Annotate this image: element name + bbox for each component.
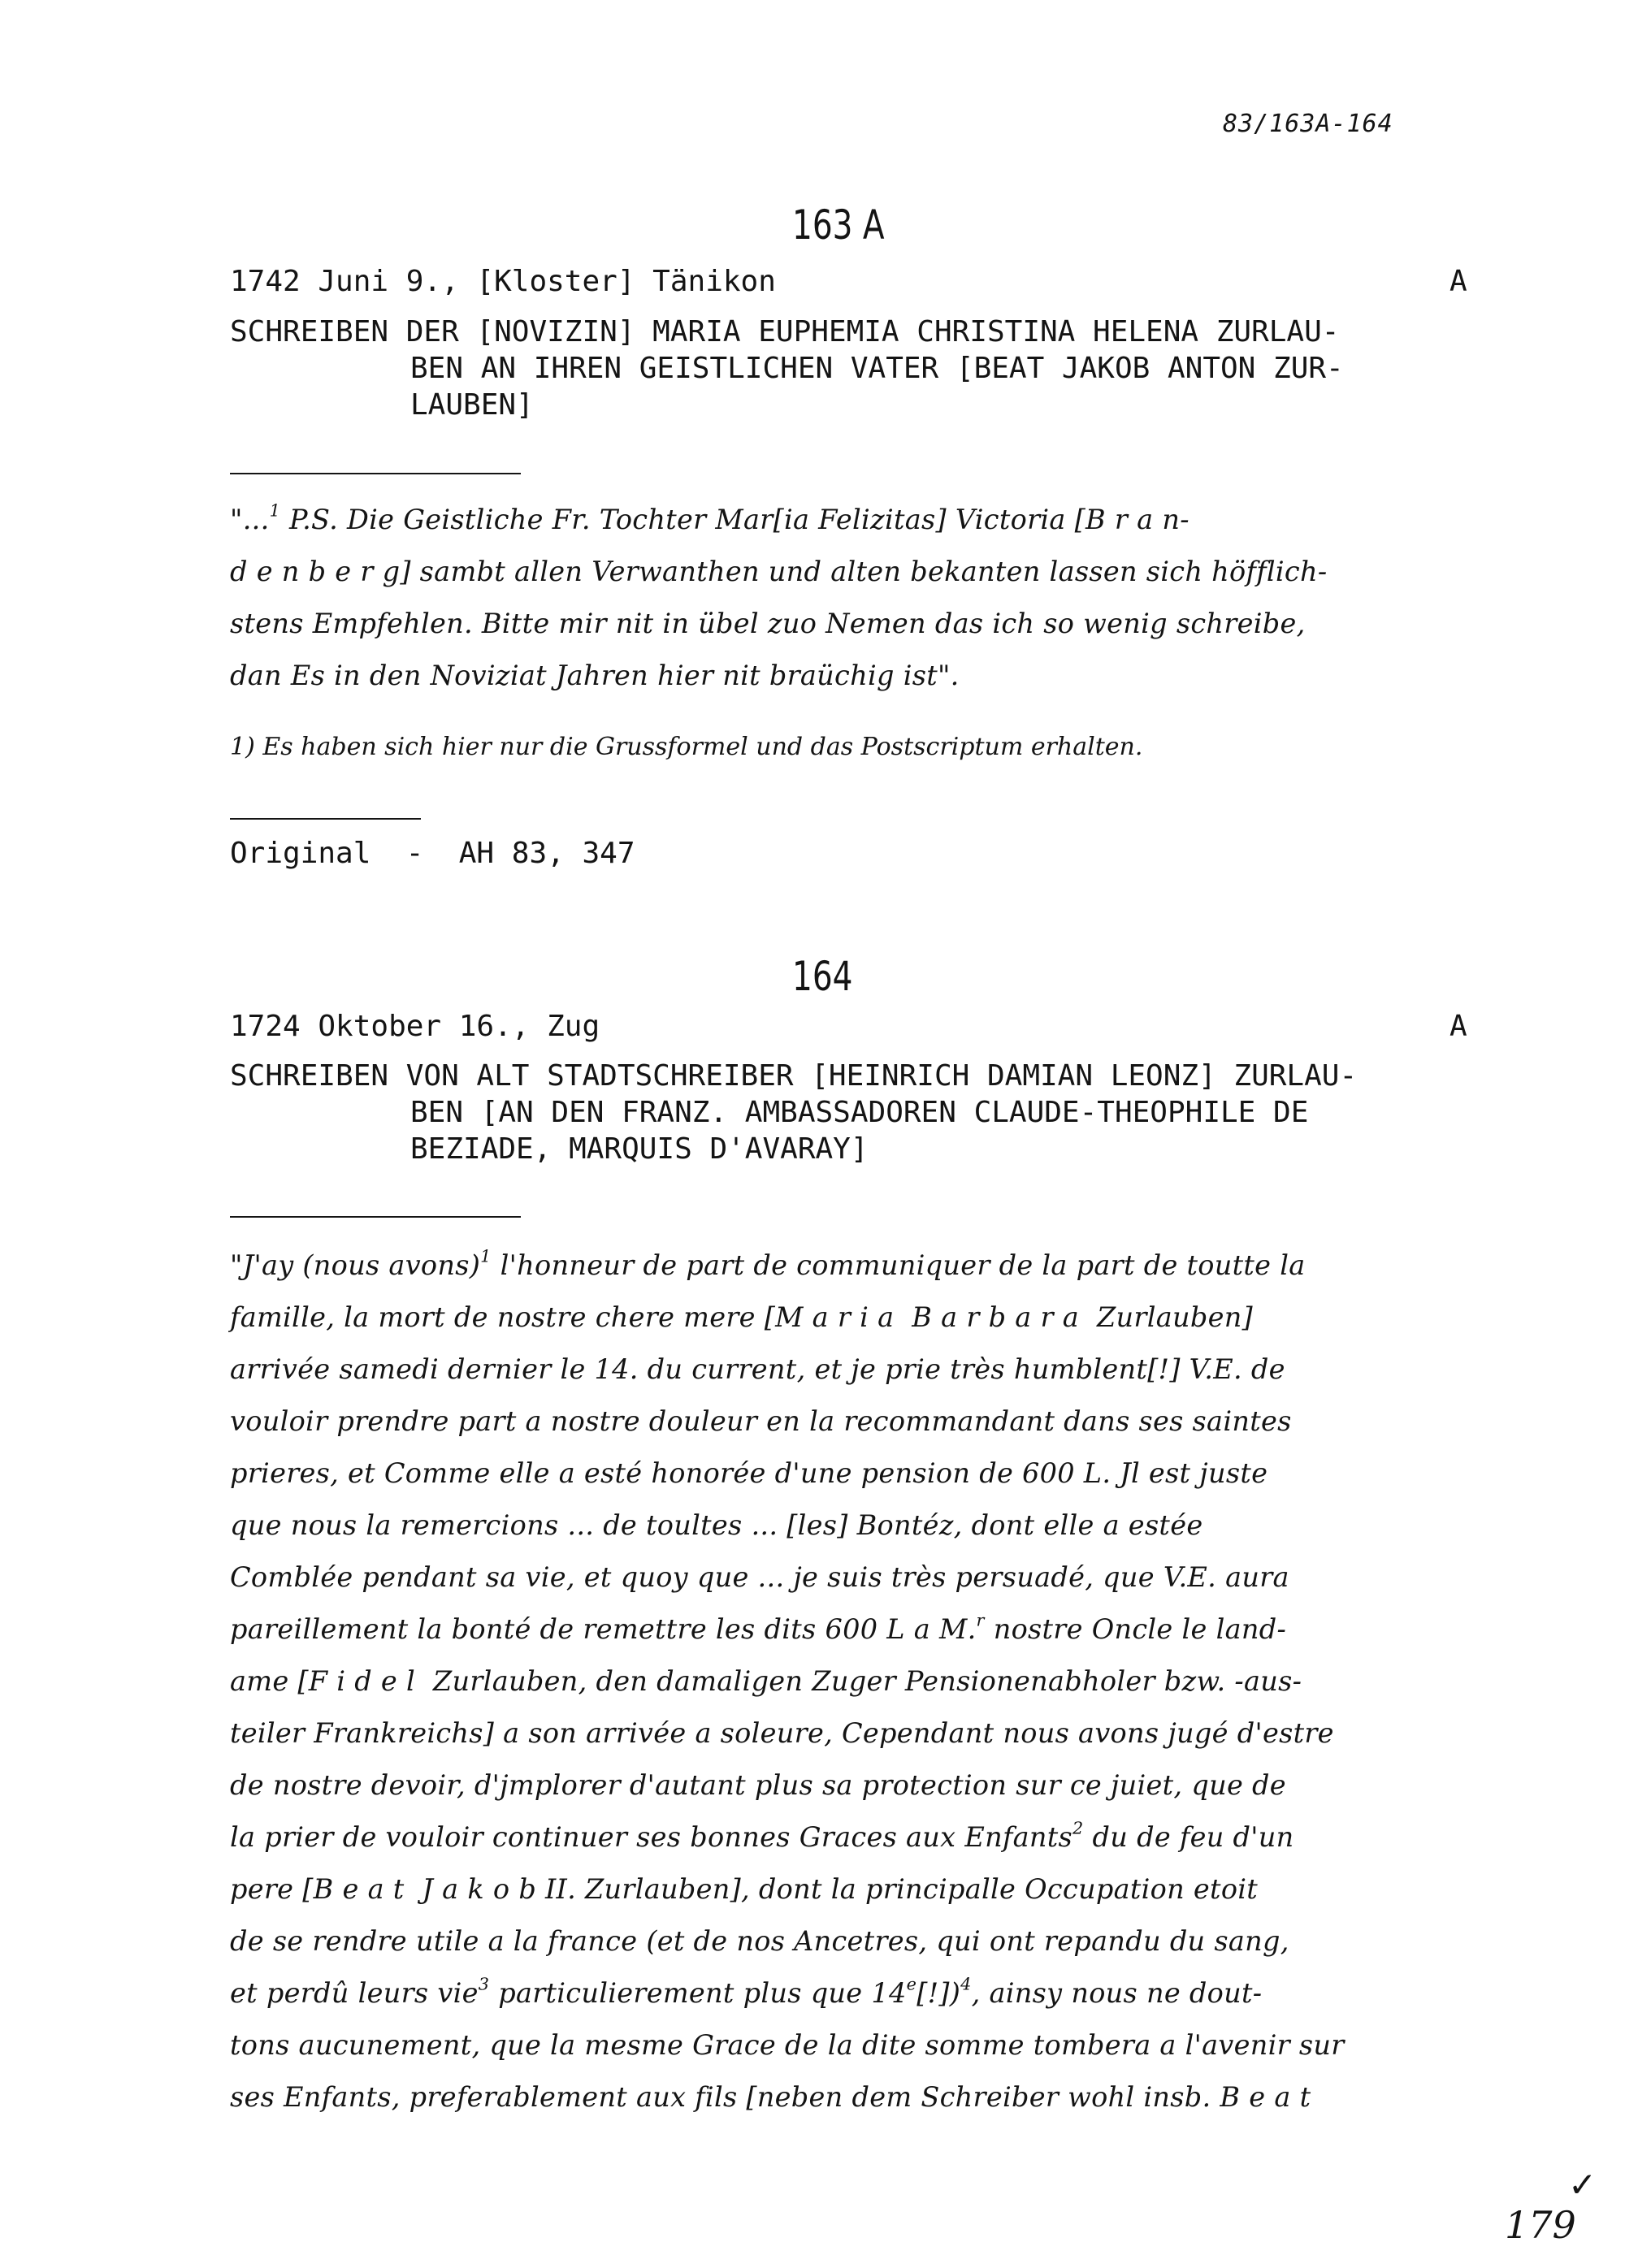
doc-163a-category: A xyxy=(1450,265,1467,298)
footnote-marker-1: 1 xyxy=(480,1246,492,1266)
doc-164-quote-line-3: arrivée samedi dernier le 14. du current, et je prie très humblent[!] V.E. de xyxy=(230,1353,1285,1385)
footnote-marker-1: 1 xyxy=(269,500,281,521)
quote-text: l'honneur de part de communiquer de la part de toutte la xyxy=(491,1249,1306,1281)
doc-163a-quote-line-3: stens Empfehlen. Bitte mir nit in übel zuo Nemen das ich so wenig schreibe, xyxy=(230,608,1306,639)
quote-text: et perdû leurs vie xyxy=(230,1977,479,2009)
doc-163a-footnote: 1) Es haben sich hier nur die Grussformel und das Postscriptum erhalten. xyxy=(230,733,1143,761)
quote-text: [!]) xyxy=(916,1977,961,2009)
quote-text: P.S. Die Geistliche Fr. Tochter Mar[ia Felizitas] Victoria [B r a n- xyxy=(280,504,1190,535)
quote-text: du de feu d'un xyxy=(1083,1821,1294,1853)
doc-164-quote-line-7: Comblée pendant sa vie, et quoy que ... je suis très persuadé, que V.E. aura xyxy=(230,1561,1289,1593)
doc-164-quote-line-13: pere [B e a t J a k o b II. Zurlauben], dont la principalle Occupation etoit xyxy=(230,1873,1259,1905)
doc-164-quote-line-15 xyxy=(230,1974,1263,2009)
doc-163a-quote-line-2: d e n b e r g] sambt allen Verwanthen und alten bekanten lassen sich höfflich- xyxy=(230,556,1328,587)
quote-text: , ainsy nous ne dout- xyxy=(971,1977,1263,2009)
doc-163a-source-separator xyxy=(230,818,421,820)
quote-text: la prier de vouloir continuer ses bonnes Graces aux Enfants xyxy=(230,1821,1073,1853)
quote-open: "... xyxy=(230,504,270,535)
doc-163a-quote-line-4: dan Es in den Noviziat Jahren hier nit braüchig ist". xyxy=(230,660,960,691)
doc-164-quote-line-4: vouloir prendre part a nostre douleur en la recommandant dans ses saintes xyxy=(230,1405,1292,1437)
footnote-marker-2: 2 xyxy=(1072,1818,1084,1838)
doc-163a-source: Original - AH 83, 347 xyxy=(230,837,635,870)
doc-163a-quote-line-1 xyxy=(230,500,1190,535)
doc-164-quote-line-10: teiler Frankreichs] a son arrivée a soleure, Cependant nous avons jugé d'estre xyxy=(230,1717,1334,1749)
doc-164-quote-line-1 xyxy=(230,1246,1306,1281)
doc-164-title-line-2: BEN [AN DEN FRANZ. AMBASSADOREN CLAUDE-THEOPHILE DE xyxy=(410,1096,1309,1129)
doc-164-quote-line-17: ses Enfants, preferablement aux fils [neben dem Schreiber wohl insb. B e a t xyxy=(230,2081,1311,2113)
doc-163a-title-line-1: SCHREIBEN DER [NOVIZIN] MARIA EUPHEMIA CHRISTINA HELENA ZURLAU- xyxy=(230,315,1340,348)
doc-164-separator xyxy=(230,1216,521,1218)
doc-164-quote-line-14: de se rendre utile a la france (et de nos Ancetres, qui ont repandu du sang, xyxy=(230,1925,1289,1957)
page-reference: 83/163A-164 xyxy=(1223,110,1393,138)
doc-163a-number: 163 A xyxy=(792,201,885,249)
doc-163a-date-place: 1742 Juni 9., [Kloster] Tänikon xyxy=(230,265,776,298)
handwritten-check-mark: ✓ xyxy=(1568,2165,1597,2205)
doc-164-title-line-1: SCHREIBEN VON ALT STADTSCHREIBER [HEINRICH DAMIAN LEONZ] ZURLAU- xyxy=(230,1059,1358,1093)
footnote-marker-3: 3 xyxy=(478,1974,490,1994)
footnote-marker-4: 4 xyxy=(960,1974,972,1994)
quote-text: nostre Oncle le land- xyxy=(984,1613,1287,1645)
doc-164-number: 164 xyxy=(792,953,853,1000)
superscript-r: r xyxy=(976,1610,985,1630)
handwritten-folio-number: 179 xyxy=(1505,2203,1576,2247)
doc-163a-separator xyxy=(230,473,521,474)
doc-163a-title-line-2: BEN AN IHREN GEISTLICHEN VATER [BEAT JAKOB ANTON ZUR- xyxy=(410,352,1344,385)
doc-164-quote-line-12 xyxy=(230,1818,1294,1853)
quote-text: particulierement plus que 14 xyxy=(489,1977,907,2009)
doc-164-quote-line-5: prieres, et Comme elle a esté honorée d'une pension de 600 L. Jl est juste xyxy=(230,1457,1268,1489)
quote-open: "J'ay (nous avons) xyxy=(230,1249,481,1281)
doc-163a-title-line-3: LAUBEN] xyxy=(410,388,534,422)
doc-164-category: A xyxy=(1450,1010,1467,1043)
superscript-e: e xyxy=(906,1974,917,1994)
doc-164-quote-line-6: que nous la remercions ... de toultes ... [les] Bontéz, dont elle a estée xyxy=(230,1509,1203,1541)
doc-164-quote-line-8 xyxy=(230,1610,1287,1645)
doc-164-quote-line-11: de nostre devoir, d'jmplorer d'autant plus sa protection sur ce juiet, que de xyxy=(230,1769,1286,1801)
doc-164-date-place: 1724 Oktober 16., Zug xyxy=(230,1010,600,1043)
doc-164-title-line-3: BEZIADE, MARQUIS D'AVARAY] xyxy=(410,1132,869,1166)
doc-164-quote-line-16: tons aucunement, que la mesme Grace de la dite somme tombera a l'avenir sur xyxy=(230,2029,1345,2061)
doc-164-quote-line-9: ame [F i d e l Zurlauben, den damaligen Zuger Pensionenabholer bzw. -aus- xyxy=(230,1665,1302,1697)
doc-164-quote-line-2: famille, la mort de nostre chere mere [M a r i a B a r b a r a Zurlauben] xyxy=(230,1301,1254,1333)
quote-text: pareillement la bonté de remettre les dits 600 L a M. xyxy=(230,1613,977,1645)
